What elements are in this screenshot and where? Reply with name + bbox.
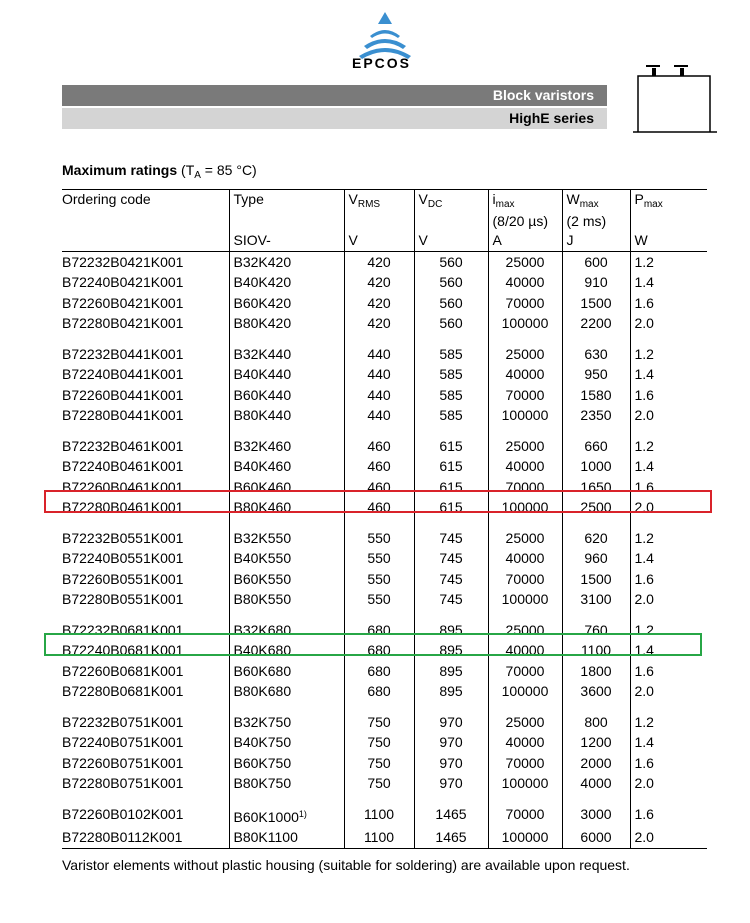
cell-vrms: 680 — [344, 681, 414, 702]
table-row — [62, 385, 707, 406]
group-spacer — [62, 518, 707, 528]
unit-imax: A — [488, 230, 562, 251]
cell-ordering-code: B72260B0441K001 — [62, 386, 184, 403]
cell-vrms: 420 — [344, 293, 414, 314]
cell-imax: 40000 — [488, 548, 562, 569]
cell-vdc: 615 — [414, 497, 488, 518]
cell-pmax: 1.4 — [630, 548, 707, 569]
cell-type: B40K460 — [229, 456, 344, 477]
cell-wmax: 620 — [562, 528, 630, 549]
cell-vdc: 970 — [414, 732, 488, 753]
cell-type: B80K1100 — [229, 827, 344, 848]
cell-imax: 25000 — [488, 344, 562, 365]
cell-pmax: 1.4 — [630, 364, 707, 385]
cell-imax: 25000 — [488, 528, 562, 549]
cell-wmax: 1650 — [562, 477, 630, 498]
cell-type: B80K440 — [229, 405, 344, 426]
table-row — [62, 251, 707, 272]
unit-wmax: J — [562, 230, 630, 251]
cell-vdc: 615 — [414, 436, 488, 457]
cell-ordering-code: B72260B0461K001 — [62, 478, 184, 495]
cell-vrms: 750 — [344, 712, 414, 733]
cell-imax: 100000 — [488, 681, 562, 702]
cell-pmax: 1.6 — [630, 477, 707, 498]
cell-pmax: 1.2 — [630, 712, 707, 733]
heading-cond-sub: A — [194, 170, 201, 181]
cell-type: B32K680 — [229, 620, 344, 641]
cell-wmax: 1500 — [562, 293, 630, 314]
cell-ordering-code: B72240B0551K001 — [62, 550, 184, 566]
footnote: Varistor elements without plastic housing (suitable for soldering) are available upon request. — [62, 857, 630, 873]
cell-type: B60K440 — [229, 385, 344, 406]
cell-wmax: 760 — [562, 620, 630, 641]
cell-pmax: 1.2 — [630, 620, 707, 641]
cell-vrms: 460 — [344, 477, 414, 498]
cell-wmax: 950 — [562, 364, 630, 385]
cell-wmax: 910 — [562, 272, 630, 293]
cell-ordering-code: B72260B0551K001 — [62, 570, 184, 587]
cell-wmax: 660 — [562, 436, 630, 457]
cell-vdc: 585 — [414, 405, 488, 426]
cell-imax: 70000 — [488, 385, 562, 406]
cell-ordering-code: B72232B0551K001 — [62, 529, 184, 546]
series-bar — [62, 108, 607, 129]
cell-imax: 40000 — [488, 640, 562, 661]
table-row — [62, 313, 707, 334]
unit-pmax: W — [630, 230, 707, 251]
col-vdc: $V_{DC}$ — [414, 190, 488, 231]
cell-type: B40K440 — [229, 364, 344, 385]
heading-title: Maximum ratings — [62, 162, 178, 178]
cell-type: B40K420 — [229, 272, 344, 293]
cell-vrms: 460 — [344, 456, 414, 477]
cell-pmax: 2.0 — [630, 773, 707, 794]
heading-cond-post: = 85 °C) — [200, 162, 257, 178]
cell-vdc: 895 — [414, 640, 488, 661]
cell-imax: 100000 — [488, 773, 562, 794]
cell-pmax: 1.4 — [630, 732, 707, 753]
cell-type: B32K440 — [229, 344, 344, 365]
table-row — [62, 569, 707, 590]
cell-type: B40K750 — [229, 732, 344, 753]
cell-vdc: 1465 — [414, 804, 488, 828]
cell-vrms: 420 — [344, 251, 414, 272]
cell-wmax: 3000 — [562, 804, 630, 828]
cell-imax: 100000 — [488, 827, 562, 848]
group-spacer — [62, 794, 707, 804]
cell-vrms: 680 — [344, 661, 414, 682]
cell-pmax: 2.0 — [630, 589, 707, 610]
cell-type: B60K750 — [229, 753, 344, 774]
unit-type: SIOV- — [229, 230, 344, 251]
cell-wmax: 600 — [562, 251, 630, 272]
cell-type: B32K420 — [229, 251, 344, 272]
cell-vrms: 750 — [344, 773, 414, 794]
group-spacer — [62, 426, 707, 436]
group-spacer — [62, 610, 707, 620]
cell-type: B80K680 — [229, 681, 344, 702]
heading-cond-pre: (T — [181, 162, 195, 178]
cell-pmax: 2.0 — [630, 405, 707, 426]
table-row — [62, 364, 707, 385]
cell-vdc: 895 — [414, 661, 488, 682]
cell-ordering-code: B72232B0461K001 — [62, 437, 184, 454]
table-row — [62, 405, 707, 426]
table-row — [62, 456, 707, 477]
block-varistor-outline-icon — [630, 60, 720, 135]
cell-imax: 25000 — [488, 436, 562, 457]
cell-vrms: 440 — [344, 385, 414, 406]
cell-imax: 100000 — [488, 589, 562, 610]
cell-imax: 25000 — [488, 620, 562, 641]
cell-vdc: 560 — [414, 313, 488, 334]
cell-imax: 100000 — [488, 405, 562, 426]
table-heading — [62, 162, 257, 181]
cell-pmax: 1.6 — [630, 661, 707, 682]
table-row — [62, 753, 707, 774]
cell-vdc: 560 — [414, 251, 488, 272]
cell-vdc: 585 — [414, 364, 488, 385]
cell-ordering-code: B72232B0751K001 — [62, 713, 184, 730]
unit-vdc: V — [414, 230, 488, 251]
cell-type: B60K550 — [229, 569, 344, 590]
cell-type: B60K420 — [229, 293, 344, 314]
cell-imax: 70000 — [488, 477, 562, 498]
table-row — [62, 548, 707, 569]
cell-type: B60K460 — [229, 477, 344, 498]
cell-imax: 25000 — [488, 251, 562, 272]
table-row — [62, 804, 707, 828]
cell-imax: 70000 — [488, 753, 562, 774]
red-highlight-box — [44, 490, 712, 513]
cell-vrms: 1100 — [344, 827, 414, 848]
cell-wmax: 1500 — [562, 569, 630, 590]
table-row — [62, 681, 707, 702]
unit-ordering-code — [62, 230, 229, 251]
cell-pmax: 1.2 — [630, 344, 707, 365]
cell-ordering-code: B72240B0421K001 — [62, 274, 184, 290]
cell-vdc: 615 — [414, 456, 488, 477]
cell-pmax: 1.6 — [630, 753, 707, 774]
cell-pmax: 1.4 — [630, 272, 707, 293]
col-pmax: $P_{max}$ — [630, 190, 707, 231]
cell-ordering-code: B72232B0681K001 — [62, 621, 184, 638]
table-row — [62, 528, 707, 549]
cell-imax: 70000 — [488, 661, 562, 682]
cell-imax: 40000 — [488, 364, 562, 385]
category-bar — [62, 85, 607, 106]
cell-ordering-code: B72260B0102K001 — [62, 805, 184, 822]
cell-wmax: 1800 — [562, 661, 630, 682]
cell-imax: 100000 — [488, 313, 562, 334]
cell-vrms: 440 — [344, 364, 414, 385]
col-wmax: $W_{max}$ (2 ms) — [562, 190, 630, 231]
cell-ordering-code: B72260B0751K001 — [62, 754, 184, 771]
cell-ordering-code: B72280B0681K001 — [62, 683, 184, 699]
cell-vrms: 440 — [344, 344, 414, 365]
cell-imax: 40000 — [488, 272, 562, 293]
category-title: Block varistors — [492, 87, 594, 103]
cell-wmax: 630 — [562, 344, 630, 365]
cell-imax: 70000 — [488, 804, 562, 828]
cell-ordering-code: B72260B0421K001 — [62, 294, 184, 311]
cell-pmax: 2.0 — [630, 313, 707, 334]
cell-vdc: 560 — [414, 293, 488, 314]
cell-vdc: 745 — [414, 569, 488, 590]
cell-vdc: 560 — [414, 272, 488, 293]
cell-vdc: 970 — [414, 712, 488, 733]
cell-ordering-code: B72260B0681K001 — [62, 662, 184, 679]
cell-pmax: 1.2 — [630, 528, 707, 549]
cell-wmax: 2350 — [562, 405, 630, 426]
table-row — [62, 661, 707, 682]
green-highlight-box — [44, 633, 702, 656]
cell-vdc: 745 — [414, 528, 488, 549]
table-row — [62, 293, 707, 314]
cell-vdc: 585 — [414, 385, 488, 406]
col-imax: $i_{max}$ (8/20 µs) — [488, 190, 562, 231]
footnote-marker: 1) — [298, 808, 307, 819]
cell-type: B60K680 — [229, 661, 344, 682]
cell-type: B40K680 — [229, 640, 344, 661]
cell-imax: 100000 — [488, 497, 562, 518]
table-row — [62, 436, 707, 457]
group-spacer — [62, 334, 707, 344]
cell-type: B80K420 — [229, 313, 344, 334]
cell-ordering-code: B72240B0441K001 — [62, 366, 184, 382]
table-row — [62, 712, 707, 733]
cell-vrms: 680 — [344, 640, 414, 661]
cell-wmax: 1580 — [562, 385, 630, 406]
table-row — [62, 272, 707, 293]
cell-imax: 70000 — [488, 569, 562, 590]
ratings-table — [62, 189, 707, 849]
table-row — [62, 732, 707, 753]
cell-ordering-code: B72280B0551K001 — [62, 591, 184, 607]
cell-ordering-code: B72280B0751K001 — [62, 775, 184, 791]
cell-pmax: 1.6 — [630, 569, 707, 590]
cell-vrms: 460 — [344, 497, 414, 518]
cell-pmax: 2.0 — [630, 681, 707, 702]
cell-ordering-code: B72240B0681K001 — [62, 642, 184, 658]
cell-vrms: 550 — [344, 528, 414, 549]
cell-vrms: 750 — [344, 753, 414, 774]
cell-pmax: 1.6 — [630, 293, 707, 314]
cell-ordering-code: B72280B0441K001 — [62, 407, 184, 423]
cell-vrms: 550 — [344, 569, 414, 590]
cell-pmax: 1.4 — [630, 456, 707, 477]
cell-wmax: 1100 — [562, 640, 630, 661]
cell-ordering-code: B72280B0461K001 — [62, 499, 184, 515]
cell-vdc: 970 — [414, 753, 488, 774]
cell-wmax: 1000 — [562, 456, 630, 477]
cell-type: B32K550 — [229, 528, 344, 549]
cell-vrms: 460 — [344, 436, 414, 457]
cell-vrms: 680 — [344, 620, 414, 641]
col-vrms: $V_{RMS}$ — [344, 190, 414, 231]
cell-pmax: 1.2 — [630, 436, 707, 457]
cell-ordering-code: B72232B0421K001 — [62, 253, 184, 270]
cell-vdc: 585 — [414, 344, 488, 365]
cell-vrms: 420 — [344, 272, 414, 293]
logo-text: EPCOS — [352, 55, 412, 71]
cell-imax: 40000 — [488, 732, 562, 753]
cell-pmax: 1.2 — [630, 251, 707, 272]
cell-pmax: 1.6 — [630, 804, 707, 828]
cell-pmax: 1.4 — [630, 640, 707, 661]
cell-vrms: 750 — [344, 732, 414, 753]
cell-vrms: 440 — [344, 405, 414, 426]
cell-wmax: 3100 — [562, 589, 630, 610]
unit-vrms: V — [344, 230, 414, 251]
cell-wmax: 960 — [562, 548, 630, 569]
cell-wmax: 2200 — [562, 313, 630, 334]
cell-imax: 25000 — [488, 712, 562, 733]
cell-vdc: 970 — [414, 773, 488, 794]
cell-wmax: 1200 — [562, 732, 630, 753]
series-title: HighE series — [509, 110, 594, 126]
cell-pmax: 2.0 — [630, 827, 707, 848]
table-row — [62, 773, 707, 794]
cell-vdc: 1465 — [414, 827, 488, 848]
cell-vdc: 745 — [414, 589, 488, 610]
cell-ordering-code: B72232B0441K001 — [62, 345, 184, 362]
cell-type: B32K750 — [229, 712, 344, 733]
cell-type: B80K550 — [229, 589, 344, 610]
cell-ordering-code: B72240B0751K001 — [62, 734, 184, 750]
table-row — [62, 827, 707, 848]
cell-imax: 40000 — [488, 456, 562, 477]
group-spacer — [62, 702, 707, 712]
cell-ordering-code: B72240B0461K001 — [62, 458, 184, 474]
cell-wmax: 2000 — [562, 753, 630, 774]
cell-wmax: 2500 — [562, 497, 630, 518]
cell-wmax: 6000 — [562, 827, 630, 848]
col-type: Type — [229, 190, 344, 231]
cell-vrms: 420 — [344, 313, 414, 334]
cell-pmax: 2.0 — [630, 497, 707, 518]
cell-vrms: 550 — [344, 589, 414, 610]
cell-pmax: 1.6 — [630, 385, 707, 406]
cell-type: B32K460 — [229, 436, 344, 457]
table-row — [62, 589, 707, 610]
cell-type: B80K460 — [229, 497, 344, 518]
table-row — [62, 344, 707, 365]
cell-type: B40K550 — [229, 548, 344, 569]
cell-wmax: 800 — [562, 712, 630, 733]
cell-type: B80K750 — [229, 773, 344, 794]
cell-vrms: 550 — [344, 548, 414, 569]
cell-vdc: 615 — [414, 477, 488, 498]
cell-vdc: 745 — [414, 548, 488, 569]
cell-ordering-code: B72280B0421K001 — [62, 315, 184, 331]
cell-vdc: 895 — [414, 681, 488, 702]
cell-type: B60K1000$^{1)}$ — [229, 804, 344, 828]
ratings-table-body — [62, 251, 707, 848]
cell-vrms: 1100 — [344, 804, 414, 828]
cell-vdc: 895 — [414, 620, 488, 641]
cell-imax: 70000 — [488, 293, 562, 314]
cell-ordering-code: B72280B0112K001 — [62, 827, 229, 848]
col-ordering-code: Ordering code — [62, 190, 229, 231]
cell-wmax: 3600 — [562, 681, 630, 702]
cell-wmax: 4000 — [562, 773, 630, 794]
